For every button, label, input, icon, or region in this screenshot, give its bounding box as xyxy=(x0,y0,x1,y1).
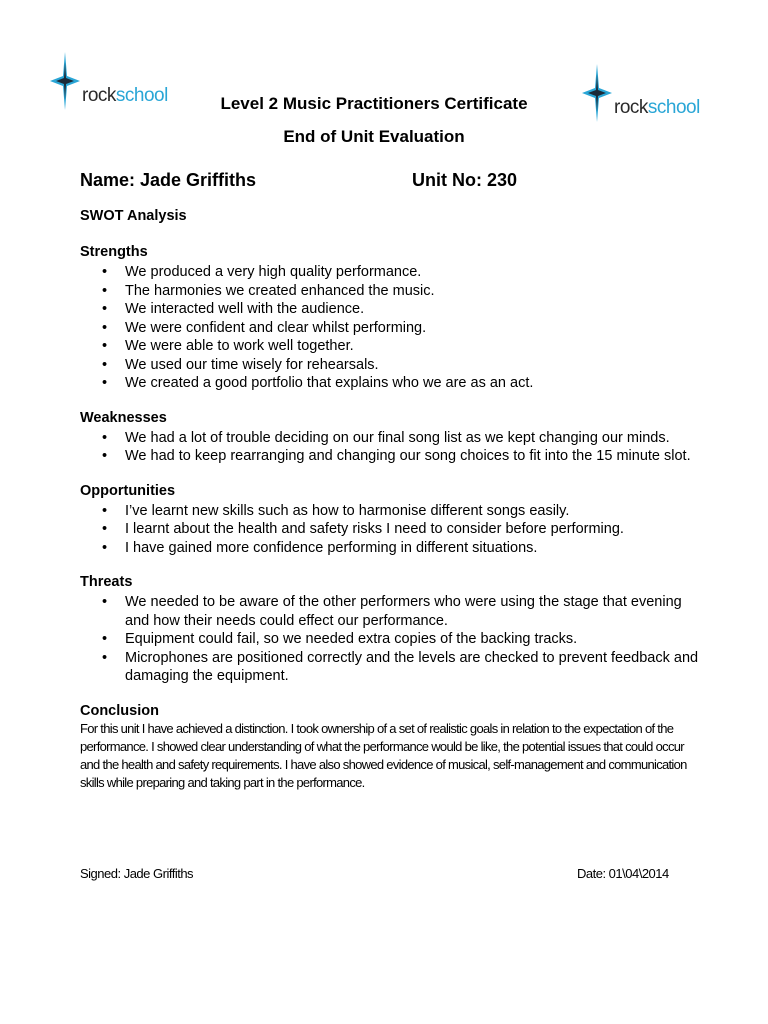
logo-wordmark: rockschool xyxy=(82,85,168,106)
document-title: Level 2 Music Practitioners Certificate xyxy=(220,94,528,113)
unit-number: Unit No: 230 xyxy=(412,170,518,190)
list-item: • We were confident and clear whilst performing. xyxy=(80,319,700,338)
list-item: • Microphones are positioned correctly and the levels are checked to prevent feedback and damaging the equipment. xyxy=(80,649,700,686)
opportunities-section xyxy=(80,482,700,558)
logo-wordmark: rockschool xyxy=(614,97,700,118)
list-item: • I learnt about the health and safety risks I need to consider before performing. xyxy=(80,520,700,539)
section-heading: Strengths xyxy=(80,244,148,260)
strengths-section xyxy=(80,243,700,393)
list-item: • I have gained more confidence performing in different situations. xyxy=(80,539,700,558)
list-item: • We had a lot of trouble deciding on our final song list as we kept changing our minds. xyxy=(80,429,700,448)
section-heading: Opportunities xyxy=(80,482,176,499)
list-item: • We needed to be aware of the other performers who were using the stage that evening and how their needs could effect our performance. xyxy=(80,593,700,630)
threats-section xyxy=(80,573,700,686)
evaluation-content xyxy=(80,207,700,808)
list-item: • We had to keep rearranging and changing our song choices to fit into the 15 minute slot. xyxy=(80,447,700,466)
list-item: • We were able to work well together. xyxy=(80,337,700,356)
list-item: • The harmonies we created enhanced the music. xyxy=(80,282,700,301)
list-item: • Equipment could fail, so we needed extra copies of the backing tracks. xyxy=(80,630,700,649)
list-item: • We created a good portfolio that explains who we are as an act. xyxy=(80,374,700,393)
list-item: • We produced a very high quality performance. xyxy=(80,263,700,282)
signature-line: Signed: Jade Griffiths xyxy=(80,866,194,881)
conclusion-text: For this unit I have achieved a distinction. I took ownership of a set of realistic goals in relation to the expectation of the performance. I showed clear understanding of what the performance would be like, the potential issues that could occur and the health and safety requirements. I have also showed evidence of musical, self-management and communication skills while preparing and taking part in the performance. xyxy=(80,720,687,790)
date-line: Date: 01\04\2014 xyxy=(577,866,669,881)
conclusion-section xyxy=(80,702,700,792)
list-item: • We interacted well with the audience. xyxy=(80,300,700,319)
document-subtitle: End of Unit Evaluation xyxy=(283,127,465,146)
section-heading: Threats xyxy=(80,574,133,590)
student-name: Name: Jade Griffiths xyxy=(80,170,257,190)
section-heading: Conclusion xyxy=(80,702,159,719)
list-item: • We used our time wisely for rehearsals. xyxy=(80,356,700,375)
weaknesses-section xyxy=(80,409,700,466)
swot-title: SWOT Analysis xyxy=(80,208,187,224)
list-item: • I’ve learnt new skills such as how to harmonise different songs easily. xyxy=(80,502,700,521)
section-heading: Weaknesses xyxy=(80,409,167,426)
